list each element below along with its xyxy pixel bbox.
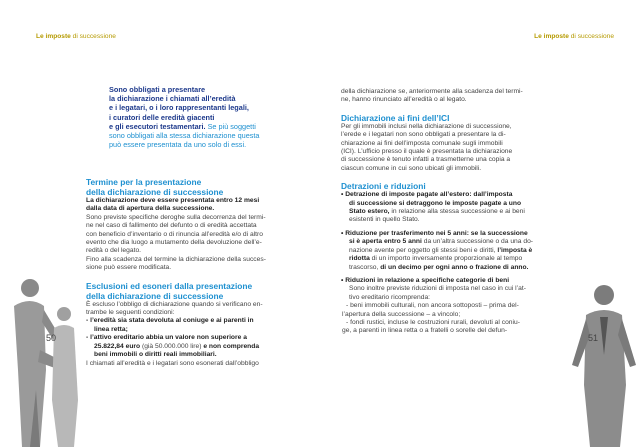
intro-line: può essere presentata da uno solo di essi. xyxy=(109,140,247,150)
list-item: - l’eredità sia stata devoluta al coniuge e ai parenti in xyxy=(86,317,254,325)
body-line: di successione è tenuto infatti a trasmetterne una copia a xyxy=(341,156,511,164)
sub-item: l’apertura della successione – a vincolo; xyxy=(342,310,461,318)
bullet-item: Sono inoltre previste riduzioni di imposta nel caso in cui l’at- xyxy=(349,285,526,293)
bullet-item: di successione si detraggono le imposte pagate a uno xyxy=(349,199,522,207)
section-title: della dichiarazione di successione xyxy=(86,290,224,301)
person-illustration-right xyxy=(568,275,638,447)
list-item: - l’attivo ereditario abbia un valore non superiore a xyxy=(86,334,247,342)
sub-item: ge, a parenti in linea retta o a fratelli o sorelle del defun- xyxy=(342,327,508,335)
page-number-left: 50 xyxy=(46,333,57,343)
bullet-item: Stato estero, in relazione alla stessa successione e ai beni xyxy=(349,208,525,216)
body-line: chiarazione ai fini dell’imposta comunale sugli immobili xyxy=(341,139,503,147)
bullet-item: nazione avente per oggetto gli stessi beni e diritti, l’imposta è xyxy=(349,246,533,254)
body-line: redità o del legato. xyxy=(86,247,142,255)
bullet-item: • Riduzioni in relazione a specifiche categorie di beni xyxy=(341,276,510,284)
bullet-item: • Riduzione per trasferimento nei 5 anni: se la successione xyxy=(341,229,528,237)
body-line: ne nel caso di fallimento del defunto o di eredità accettata xyxy=(86,222,257,230)
section-title: Detrazioni e riduzioni xyxy=(341,181,426,192)
body-line: È escluso l’obbligo di dichiarazione quando si verificano en- xyxy=(86,300,263,308)
people-illustration-left xyxy=(0,270,80,447)
list-item: linea retta; xyxy=(94,325,128,333)
section-title: Dichiarazione ai fini dell’ICI xyxy=(341,112,450,123)
body-line: La dichiarazione deve essere presentata entro 12 mesi xyxy=(86,197,260,204)
intro-line: sono obbligati alla stessa dichiarazione questa xyxy=(109,131,260,141)
bullet-item: trascorso, di un decimo per ogni anno o frazione di anno. xyxy=(349,263,529,271)
bullet-item: • Detrazione di imposte pagate all’estero: dall’imposta xyxy=(341,191,513,199)
body-line: I chiamati all’eredità e i legatari sono esonerati dall’obbligo xyxy=(86,359,259,367)
body-line: trambe le seguenti condizioni: xyxy=(86,309,175,317)
running-header-left: Le imposte di successione xyxy=(36,33,116,40)
body-line: della dichiarazione se, anteriormente alla scadenza del termi- xyxy=(341,88,523,95)
intro-line: i curatori delle eredità giacenti xyxy=(109,112,215,122)
running-header-right: Le imposte di successione xyxy=(534,33,614,40)
body-line: con beneficio d’inventario o di rinuncia all’eredità e/o di altro xyxy=(86,230,263,238)
section-title: Termine per la presentazione xyxy=(86,177,202,187)
body-line: evento che dia luogo a mutamento della devoluzione dell’e- xyxy=(86,239,262,247)
intro-line: e i legatari, o i loro rappresentanti legali, xyxy=(109,103,249,113)
intro-line: e gli esecutori testamentari. Se più soggetti xyxy=(109,121,256,131)
section-title: Esclusioni ed esoneri dalla presentazione xyxy=(86,280,253,291)
sub-item: - beni immobili culturali, non ancora sottoposti – prima del- xyxy=(346,302,519,310)
bullet-item: ridotta di un importo inversamente proporzionale al tempo xyxy=(349,255,523,263)
list-item: 25.822,84 euro (già 50.000.000 lire) e non comprenda xyxy=(94,342,260,350)
body-line: (ICI). L’ufficio presso il quale è presentata la dichiarazione xyxy=(341,148,513,156)
body-line: Per gli immobili inclusi nella dichiarazione di successione, xyxy=(341,122,512,130)
body-line: Sono previste specifiche deroghe sulla decorrenza del termi- xyxy=(86,213,266,221)
body-line: dalla data di apertura della successione. xyxy=(86,205,215,213)
intro-line: Sono obbligati a presentare xyxy=(109,85,206,94)
intro-line: la dichiarazione i chiamati all’eredità xyxy=(109,94,236,104)
bullet-item: esistenti in quello Stato. xyxy=(349,216,420,224)
body-line: Fino alla scadenza del termine la dichiarazione della succes- xyxy=(86,255,266,263)
bullet-item: si è aperta entro 5 anni da un’altra successione o da una do- xyxy=(349,238,534,246)
body-line: ciascun comune in cui sono ubicati gli immobili. xyxy=(341,164,482,172)
bullet-item: tivo ereditario ricomprenda: xyxy=(349,293,431,301)
left-column xyxy=(86,177,326,368)
intro-callout xyxy=(109,85,324,149)
list-item: beni immobili o diritti reali immobiliari. xyxy=(94,351,217,359)
page-number-right: 51 xyxy=(588,333,599,343)
body-line: sione può essere modificata. xyxy=(86,264,172,272)
section-title: della dichiarazione di successione xyxy=(86,187,224,197)
body-line: ne, hanno rinunciato all’eredità o al legato. xyxy=(341,96,467,104)
body-line: l’erede e i legatari non sono obbligati a presentare la di- xyxy=(341,131,506,139)
right-column xyxy=(341,88,566,336)
sub-item: - fondi rustici, incluse le costruzioni rurali, devoluti al coniu- xyxy=(346,318,520,326)
